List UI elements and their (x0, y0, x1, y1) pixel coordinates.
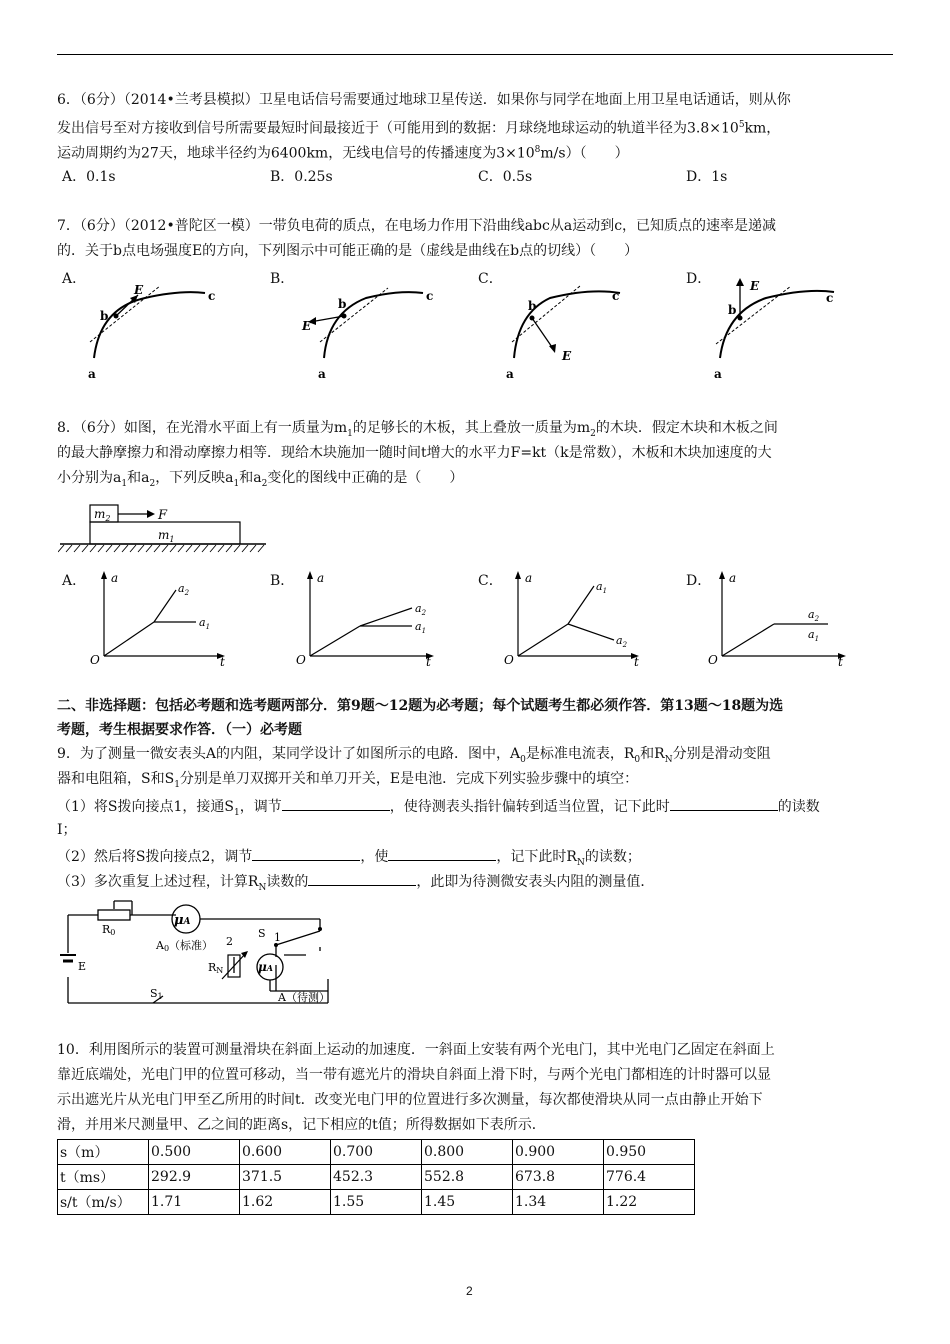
label-a: a (506, 367, 514, 381)
svg-text:A（待测）: A（待测） (278, 991, 330, 1004)
svg-text:a1: $a_1$ (415, 620, 427, 635)
svg-text:a: a (525, 571, 533, 585)
svg-text:a2: $a_2$ (616, 634, 628, 649)
q7-figure-b (298, 278, 448, 383)
label-c: c (208, 289, 216, 303)
q10-line1: 10．利用图所示的装置可测量滑块在斜面上运动的加速度．一斜面上安装有两个光电门，其中光电门乙固定在斜面上 (57, 1042, 775, 1058)
q7-option-a: A． (62, 271, 87, 287)
table-row (58, 1165, 695, 1190)
svg-text:S1: S1 (150, 987, 163, 1001)
table-cell: s（m） (58, 1140, 149, 1165)
svg-text:E: E (78, 960, 87, 973)
table-cell: 292.9 (149, 1165, 240, 1190)
svg-text:S: S (258, 927, 266, 940)
label-a: a (318, 367, 326, 381)
q7-line2: 的．关于b点电场强度E的方向，下列图示中可能正确的是（虚线是曲线在b点的切线）（ ） (57, 243, 639, 259)
blank-3[interactable] (252, 845, 360, 861)
label-c: c (612, 289, 620, 303)
q8-line3: 小分别为$a_1$和$a_2$，下列反映$a_1$和$a_2$变化的图线中正确的是（ ） (57, 470, 464, 489)
label-m1: $m_1$ (158, 528, 175, 544)
label-E: E (750, 279, 760, 293)
label-c: c (826, 291, 834, 305)
svg-text:a2: $a_2$ (178, 582, 190, 597)
q10-data-table (57, 1139, 695, 1215)
table-cell: 0.500 (149, 1140, 240, 1165)
svg-text:1: 1 (274, 931, 281, 944)
q8-option-d: D． (686, 573, 712, 589)
svg-text:μA: μA (174, 913, 191, 928)
q7-option-c: C． (478, 271, 503, 287)
q10-line3: 示出遮光片从光电门甲至乙所用的时间t．改变光电门甲的位置进行多次测量，每次都使滑块从同一点由静止开始下 (57, 1092, 763, 1108)
blank-2[interactable] (670, 795, 778, 811)
q9-step1: （1）将S拨向接点1，接通$S_1$，调节 ，使待测表头指针偏转到适当位置，记下此时 的读数 (57, 795, 820, 823)
q8-line1: 8．（6分）如图，在光滑水平面上有一质量为$m_1$的足够长的木板，其上叠放一质量为$m_2$的木块．假定木块和木板之间 (57, 420, 778, 439)
table-cell: 0.900 (513, 1140, 604, 1165)
q6-line1: 6．（6分）（2014•兰考县模拟）卫星电话信号需要通过地球卫星传送．如果你与同学在地面上用卫星电话通话，则从你 (57, 92, 791, 108)
svg-text:a: a (317, 571, 325, 585)
svg-text:a2: $a_2$ (808, 608, 820, 623)
q7-figure-c (500, 278, 650, 383)
svg-text:t: t (220, 655, 225, 668)
svg-text:a1: $a_1$ (808, 628, 820, 643)
label-a: a (88, 367, 96, 381)
table-cell: 552.8 (422, 1165, 513, 1190)
svg-text:O: O (90, 653, 100, 667)
label-b: b (100, 309, 109, 323)
svg-text:a1: $a_1$ (596, 580, 608, 595)
svg-text:O: O (708, 653, 718, 667)
table-cell: 1.34 (513, 1190, 604, 1215)
svg-text:R0: R0 (102, 923, 116, 937)
svg-text:O: O (296, 653, 306, 667)
label-b: b (528, 299, 537, 313)
q9-line2: 器和电阻箱，S和$S_1$分别是单刀双掷开关和单刀开关，E是电池．完成下列实验步骤中的填空： (57, 771, 639, 790)
svg-text:RN: RN (208, 961, 224, 975)
table-cell: 0.600 (240, 1140, 331, 1165)
svg-text:t: t (838, 655, 843, 668)
svg-text:O: O (504, 653, 514, 667)
header-rule (57, 54, 893, 55)
q6-option-a: A．0.1s (62, 169, 116, 185)
svg-text:A0（标准）: A0（标准） (156, 939, 214, 953)
label-b: b (728, 303, 737, 317)
q7-figure-d (706, 272, 856, 383)
table-cell: 371.5 (240, 1165, 331, 1190)
blank-4[interactable] (388, 845, 496, 861)
q9-circuit-figure (58, 897, 358, 1009)
q10-line4: 滑，并用米尺测量甲、乙之间的距离s，记下相应的t值；所得数据如下表所示． (57, 1117, 546, 1133)
svg-text:a1: $a_1$ (199, 616, 211, 631)
table-cell: 1.71 (149, 1190, 240, 1215)
label-c: c (426, 289, 434, 303)
table-cell: 1.22 (604, 1190, 695, 1215)
table-cell: 673.8 (513, 1165, 604, 1190)
table-row (58, 1140, 695, 1165)
svg-text:a2: $a_2$ (415, 602, 427, 617)
svg-text:t: t (634, 655, 639, 668)
q8-graph-c (502, 568, 642, 668)
table-cell: 0.950 (604, 1140, 695, 1165)
table-cell: 0.700 (331, 1140, 422, 1165)
q8-option-a: A． (62, 573, 87, 589)
q8-graph-d (706, 568, 851, 668)
q9-step3: （3）多次重复上述过程，计算$R_N$读数的 ，此即为待测微安表头内阻的测量值． (57, 870, 654, 898)
table-cell: 0.800 (422, 1140, 513, 1165)
table-cell: 452.3 (331, 1165, 422, 1190)
section2-line1: 二、非选择题：包括必考题和选考题两部分．第9题～12题为必考题；每个试题考生都必须作答．第13题～18题为选 (57, 698, 784, 714)
svg-text:μA: μA (258, 960, 274, 974)
q6-line2: 发出信号至对方接收到信号所需要最短时间最接近于（可能用到的数据：月球绕地球运动的轨道半径为$3.8\times 10^5km$， (57, 120, 781, 137)
label-E: E (562, 349, 572, 363)
svg-text:a: a (729, 571, 737, 585)
label-m2: $m_2$ (94, 507, 111, 523)
q9-line1: 9．为了测量一微安表头A的内阻，某同学设计了如图所示的电路．图中，$A_0$是标准电流表，$R_0$和$R_N$分别是滑动变阻 (57, 746, 771, 765)
table-cell: 776.4 (604, 1165, 695, 1190)
q7-option-d: D． (686, 271, 712, 287)
q8-graph-a (88, 568, 228, 668)
q6-option-d: D．1s (686, 169, 728, 185)
q8-board-figure (58, 502, 270, 560)
blank-5[interactable] (308, 870, 416, 886)
q9-step1-end: I； (57, 822, 77, 838)
label-E: E (302, 319, 312, 333)
q7-option-b: B． (270, 271, 295, 287)
q6-line3: 运动周期约为27天，地球半径约为6400km，无线电信号的传播速度为$3\times 10^8m/s$）（ ） (57, 145, 629, 162)
page-number: 2 (466, 1284, 473, 1298)
q8-option-b: B． (270, 573, 295, 589)
q8-line2: 的最大静摩擦力和滑动摩擦力相等．现给木块施加一随时间t增大的水平力F=kt（k是常数），木板和木块加速度的大 (57, 445, 772, 461)
label-b: b (338, 297, 347, 311)
q10-line2: 靠近底端处，光电门甲的位置可移动，当一带有遮光片的滑块自斜面上滑下时，与两个光电门都相连的计时器可以显 (57, 1067, 771, 1083)
table-cell: t（ms） (58, 1165, 149, 1190)
table-cell: 1.62 (240, 1190, 331, 1215)
svg-text:t: t (426, 655, 431, 668)
label-a: a (714, 367, 722, 381)
section2-line2: 考题，考生根据要求作答．（一）必考题 (57, 722, 302, 738)
blank-1[interactable] (282, 795, 390, 811)
label-E: E (134, 283, 144, 297)
table-cell: 1.45 (422, 1190, 513, 1215)
q6-option-b: B．0.25s (270, 169, 333, 185)
table-cell: 1.55 (331, 1190, 422, 1215)
svg-text:2: 2 (226, 935, 233, 948)
svg-text:a: a (111, 571, 119, 585)
q7-line1: 7．（6分）（2012•普陀区一模）一带负电荷的质点，在电场力作用下沿曲线abc从a运动到c，已知质点的速率是递减 (57, 218, 777, 234)
label-F: F (158, 508, 168, 523)
q9-step2: （2）然后将S拨向接点2，调节 ，使 ，记下此时$R_N$的读数； (57, 845, 641, 873)
table-cell: s/t（m/s） (58, 1190, 149, 1215)
table-row (58, 1190, 695, 1215)
q8-graph-b (294, 568, 439, 668)
q7-figure-a (80, 278, 230, 383)
q8-option-c: C． (478, 573, 503, 589)
q6-option-c: C．0.5s (478, 169, 533, 185)
